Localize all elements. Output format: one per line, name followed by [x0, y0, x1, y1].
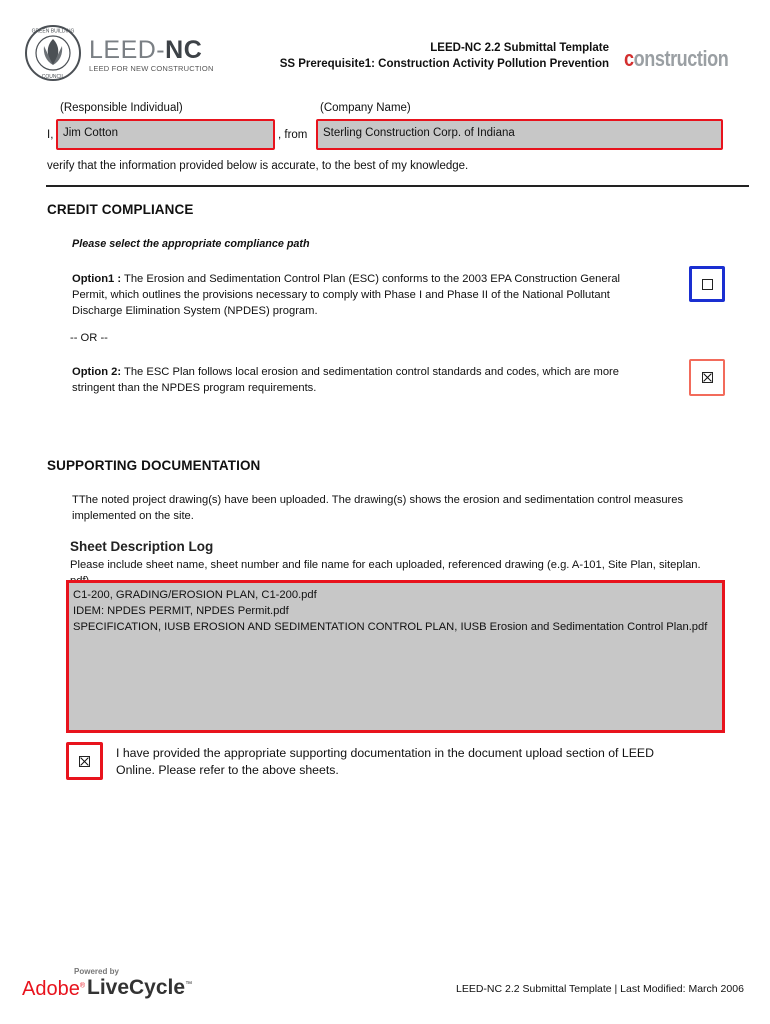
prerequisite-title: SS Prerequisite1: Construction Activity Pollution Prevention: [279, 58, 609, 70]
documentation-confirm-checkbox[interactable]: [66, 742, 103, 780]
option2-checkbox-box: [702, 372, 713, 383]
template-title: LEED-NC 2.2 Submittal Template: [430, 42, 609, 54]
option1-description: Option1 : The Erosion and Sedimentation Control Plan (ESC) conforms to the 2003 EPA Construction General Permit, which outlines the provisions necessary to comply with Phase I and Phase II of the National Pollutant Discharge Elimination System (NPDES) program.: [72, 273, 621, 317]
log-entry: C1-200, GRADING/EROSION PLAN, C1-200.pdf: [73, 589, 317, 601]
supporting-documentation-heading: SUPPORTING DOCUMENTATION: [47, 458, 261, 473]
or-separator: -- OR --: [70, 332, 108, 344]
documentation-confirm-text: I have provided the appropriate supporting documentation in the document upload section of LEED Online. Please refer to the above sheets.: [116, 746, 655, 777]
leed-nc-subtitle: LEED FOR NEW CONSTRUCTION: [89, 64, 214, 73]
category-label: construction: [624, 46, 729, 71]
option2-checkbox[interactable]: [689, 359, 725, 396]
company-name-label: (Company Name): [320, 102, 411, 114]
log-entry: SPECIFICATION, IUSB EROSION AND SEDIMENTATION CONTROL PLAN, IUSB Erosion and Sedimentation Control Plan.pdf: [73, 621, 708, 633]
documentation-confirm-checkbox-box: [79, 756, 90, 767]
drawings-uploaded-statement: TThe noted project drawing(s) have been uploaded. The drawing(s) shows the erosion and sedimentation control measures implemented on the site.: [72, 494, 684, 522]
responsible-individual-label: (Responsible Individual): [60, 102, 183, 114]
option2-description: Option 2: The ESC Plan follows local erosion and sedimentation control standards and codes, which are more stringent than the NPDES program requirements.: [72, 366, 620, 394]
sheet-description-log-heading: Sheet Description Log: [70, 539, 214, 554]
company-name-field[interactable]: Sterling Construction Corp. of Indiana: [316, 119, 723, 150]
sheet-log-instruction: Please include sheet name, sheet number and file name for each uploaded, referenced drawing (e.g. A-101, Site Plan, siteplan.: [70, 559, 701, 571]
log-entry: IDEM: NPDES PERMIT, NPDES Permit.pdf: [73, 605, 289, 617]
adobe-logo: Adobe®: [22, 978, 86, 1000]
usgbc-seal-logo: [24, 24, 82, 82]
powered-by-label: Powered by: [74, 967, 119, 976]
option1-checkbox[interactable]: [689, 266, 725, 302]
svg-text:GREEN BUILDING: GREEN BUILDING: [31, 28, 75, 35]
option1-checkbox-box: [702, 279, 713, 290]
livecycle-logo: LiveCycle™: [87, 976, 193, 999]
compliance-path-instruction: Please select the appropriate compliance path: [72, 238, 310, 250]
section-divider: [46, 185, 749, 187]
leed-nc-wordmark: LEED-NC: [89, 36, 203, 64]
statement-prefix: I,: [47, 129, 54, 141]
responsible-individual-field[interactable]: Jim Cotton: [56, 119, 275, 150]
sheet-description-log-field[interactable]: [66, 580, 725, 733]
from-label: , from: [278, 129, 308, 141]
template-footer-info: LEED-NC 2.2 Submittal Template | Last Modified: March 2006: [456, 983, 744, 995]
credit-compliance-heading: CREDIT COMPLIANCE: [47, 202, 194, 217]
verify-statement: verify that the information provided below is accurate, to the best of my knowledge.: [47, 160, 469, 172]
svg-text:COUNCIL: COUNCIL: [41, 74, 65, 80]
